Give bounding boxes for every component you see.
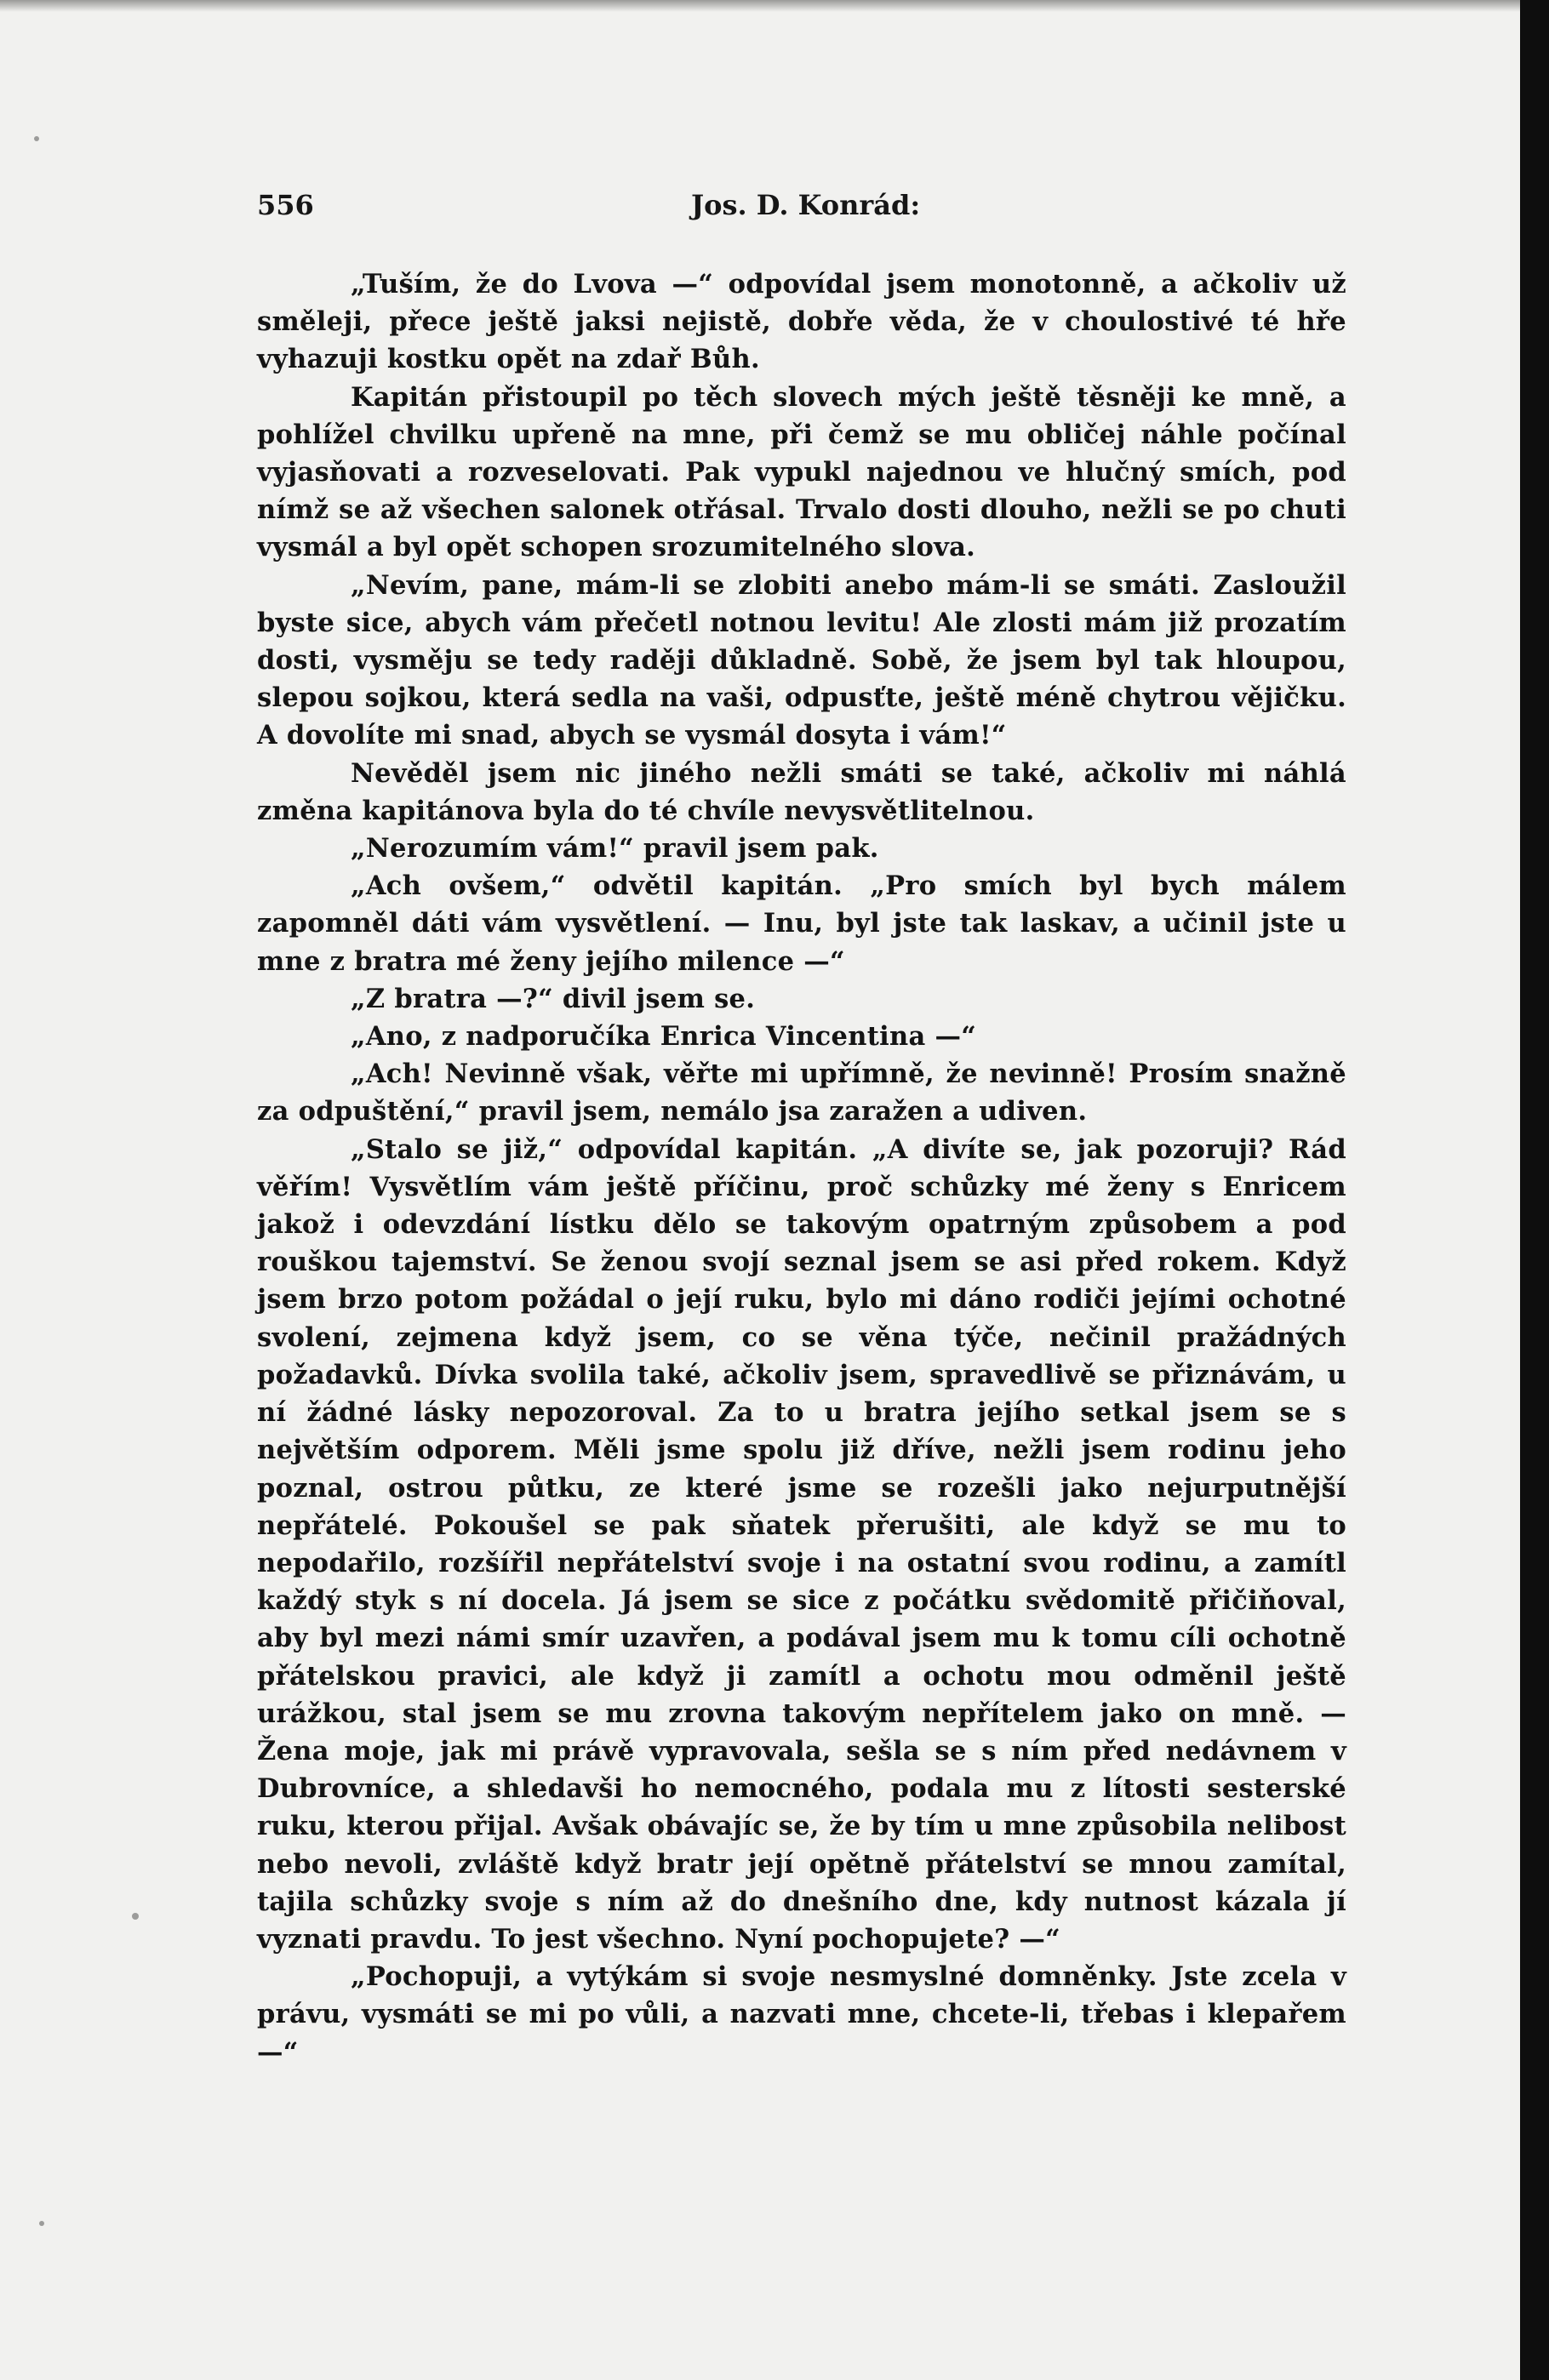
paragraph: „Z bratra —?“ divil jsem se. [351, 983, 756, 1014]
paper-speck [39, 2221, 44, 2226]
paragraph: „Stalo se již,“ odpovídal kapitán. „A divíte se, jak pozoruji? Rád věřím! Vysvětlím vám ještě příčinu, proč schůzky mé ženy s Enricem jakož i odevzdání lístku dělo se takovým opatrným způsobem a pod rouškou tajemství. Se ženou svojí seznal jsem se asi před rokem. Když jsem brzo potom požádal o její ruku, bylo mi dáno rodiči jejími ochotné svolení, zejmena když jsem, co se věna týče, nečinil pražádných požadavků. Dívka svolila také, ačkoliv jsem, spravedlivě se přiznávám, u ní žádné lásky nepozoroval. Za to u bratra jejího setkal jsem se s největším odporem. Měli jsme spolu již dříve, nežli jsem rodinu jeho poznal, ostrou půtku, ze které jsme se rozešli jako nejurputnější nepřátelé. Pokoušel se pak sňatek přerušiti, ale když se mu to nepodařilo, rozšířil nepřátelství svoje i na ostatní svou rodinu, a zamítl každý styk s ní docela. Já jsem se sice z počátku svědomitě přičiňoval, aby byl mezi námi smír uzavřen, a podával jsem mu k tomu cíli ochotně přátelskou pravici, ale když ji zamítl a ochotu mou odměnil ještě urážkou, stal jsem se mu zrovna takovým nepřítelem jako on mně. — Žena moje, jak mi právě vypravovala, sešla se s ním před nedávnem v Dubrovníce, a shledavši ho nemocného, podala mu z lítosti sesterské ruku, kterou přijal. Avšak obávajíc se, že by tím u mne způsobila nelibost nebo nevoli, zvláště když bratr její opětně přátelství se mnou zamítal, tajila schůzky svoje s ním až do dnešního dne, kdy nutnost kázala jí vyznati pravdu. To jest všechno. Nyní pochopujete? —“ [257, 1133, 1346, 1955]
page-header [257, 189, 1346, 235]
running-head: Jos. D. Konrád: [691, 189, 921, 221]
paragraph: „Ano, z nadporučíka Enrica Vincentina —“ [351, 1021, 977, 1053]
paragraph: „Nerozumím vám!“ pravil jsem pak. [351, 833, 879, 865]
page-text [257, 265, 1346, 2071]
paragraph: „Pochopuji, a vytýkám si svoje nesmyslné domněnky. Jste zcela v právu, vysmáti se mi po vůli, a nazvati mne, chcete-li, třebas i klepařem —“ [257, 1961, 1346, 2068]
paper-speck [132, 1913, 139, 1920]
page-number: 556 [257, 189, 314, 221]
paragraph: Kapitán přistoupil po těch slovech mých ještě těsněji ke mně, a pohlížel chvilku upřeně na mne, při čemž se mu obličej náhle počínal vyjasňovati a rozveselovati. Pak vypukl najednou ve hlučný smích, pod nímž se až všechen salonek otřásal. Trvalo dosti dlouho, nežli se po chuti vysmál a byl opět schopen srozumitelného slova. [257, 381, 1346, 563]
page-top-shadow [0, 0, 1520, 12]
paper-speck [34, 136, 39, 141]
paragraph: „Ach ovšem,“ odvětil kapitán. „Pro smích byl bych málem zapomněl dáti vám vysvětlení. — Inu, byl jste tak laskav, a učinil jste u mne z bratra mé ženy jejího milence —“ [257, 870, 1346, 977]
paragraph: „Tuším, že do Lvova —“ odpovídal jsem monotonně, a ačkoliv už směleji, přece ještě jaksi nejistě, dobře věda, že v choulostivé té hře vyhazuji kostku opět na zdař Bůh. [257, 269, 1346, 375]
scan-edge [1520, 0, 1549, 2380]
paragraph: „Ach! Nevinně však, věřte mi upřímně, že nevinně! Prosím snažně za odpuštění,“ pravil jsem, nemálo jsa zaražen a udiven. [257, 1059, 1346, 1127]
paragraph: „Nevím, pane, mám-li se zlobiti anebo mám-li se smáti. Zasloužil byste sice, abych vám přečetl notnou levitu! Ale zlosti mám již prozatím dosti, vysměju se tedy raději důkladně. Sobě, že jsem byl tak hloupou, slepou sojkou, která sedla na vaši, odpusťte, ještě méně chytrou vějičku. A dovolíte mi snad, abych se vysmál dosyta i vám!“ [257, 569, 1346, 751]
paragraph: Nevěděl jsem nic jiného nežli smáti se také, ačkoliv mi náhlá změna kapitánova byla do té chvíle nevysvětlitelnou. [257, 757, 1346, 826]
